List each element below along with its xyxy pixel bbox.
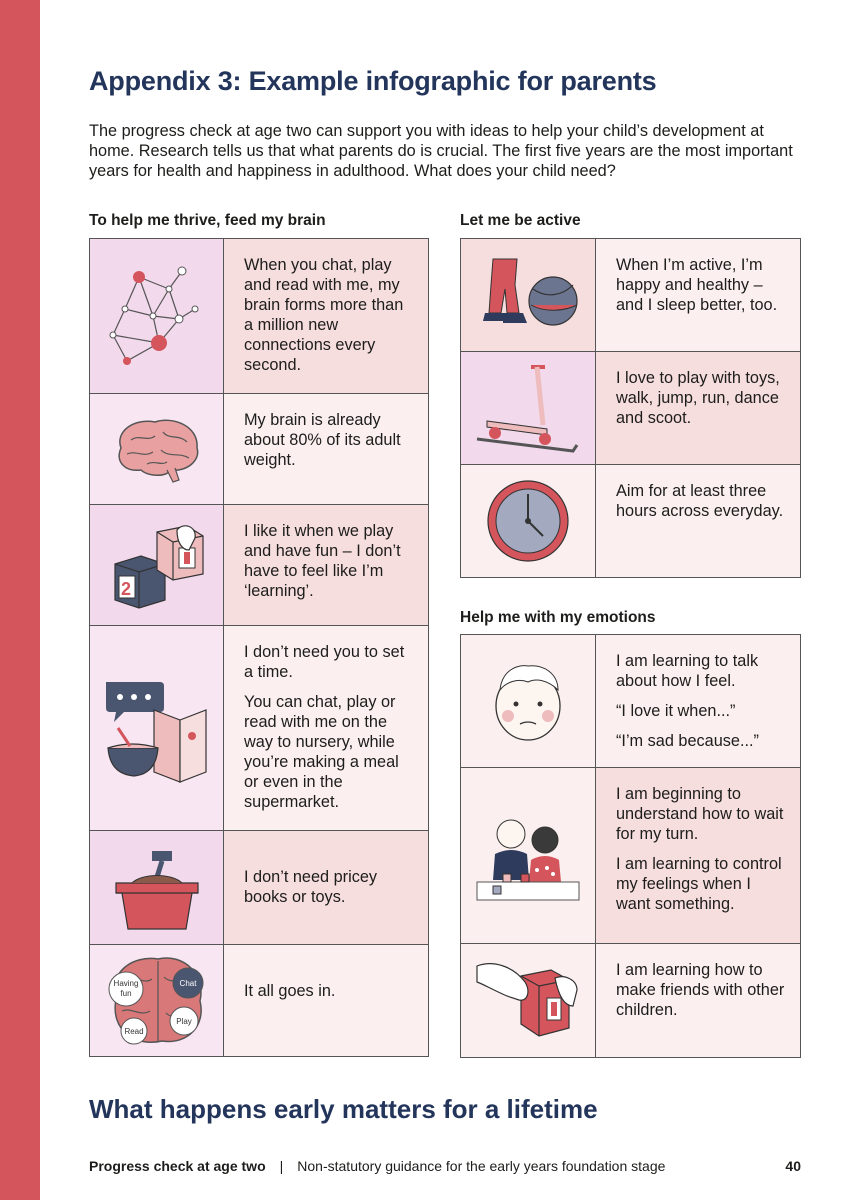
- emotions-row-text: I am beginning to understand how to wait for my turn. I am learning to control my feelings when I want something.: [596, 768, 800, 943]
- brain-row-time: [90, 626, 428, 831]
- active-row-time: [461, 465, 800, 577]
- blocks-icon: [90, 505, 224, 625]
- clock-icon: [461, 465, 596, 577]
- brain-label-fun: Having: [113, 978, 138, 988]
- active-row-text: I love to play with toys, walk, jump, run, dance and scoot.: [596, 352, 800, 464]
- emotions-section-grid: [460, 634, 801, 1058]
- legs-ball-icon: [461, 239, 596, 351]
- brain-label-play: Play: [175, 1016, 192, 1026]
- brain-row-text: It all goes in.: [224, 945, 428, 1056]
- active-row-text: Aim for at least three hours across everyday.: [596, 465, 800, 577]
- page-number: 40: [785, 1158, 801, 1174]
- emotions-row-text: I am learning to talk about how I feel. “I love it when...” “I’m sad because...”: [596, 635, 800, 767]
- emotions-row-feel: [461, 635, 800, 768]
- footer-subtitle: Non-statutory guidance for the early years foundation stage: [297, 1158, 666, 1174]
- brain-row-text: I don’t need you to set a time. You can chat, play or read with me on the way to nursery, while you’re making a meal or even in the supermarket.: [224, 626, 428, 830]
- brain-section-heading: To help me thrive, feed my brain: [89, 212, 326, 229]
- active-row-play: [461, 352, 800, 465]
- brain-row-weight: [90, 394, 428, 505]
- brain-row-all: [90, 945, 428, 1056]
- child-face-icon: [461, 635, 596, 767]
- brain-row-play: [90, 505, 428, 626]
- brain-row-text: I like it when we play and have fun – I don’t have to feel like I’m ‘learning’.: [224, 505, 428, 625]
- network-icon: [90, 239, 224, 393]
- emotions-row-text: I am learning how to make friends with other children.: [596, 944, 800, 1057]
- brain-labels-icon: [90, 945, 224, 1056]
- brain-row-text: When you chat, play and read with me, my brain forms more than a million new connections every second.: [224, 239, 428, 393]
- active-section-heading: Let me be active: [460, 212, 581, 229]
- svg-text:fun: fun: [119, 988, 132, 998]
- brain-row-text: I don’t need pricey books or toys.: [224, 831, 428, 944]
- brain-row-toys: [90, 831, 428, 945]
- emotions-row-friends: [461, 944, 800, 1057]
- two-children-icon: [461, 768, 596, 943]
- svg-text:2: 2: [120, 579, 131, 599]
- brain-icon: [90, 394, 224, 504]
- emotions-row-wait: [461, 768, 800, 944]
- page-title: Appendix 3: Example infographic for parents: [89, 66, 657, 96]
- footer-separator: |: [279, 1158, 284, 1174]
- footer-doc-title: Progress check at age two: [89, 1158, 266, 1174]
- bottom-title: What happens early matters for a lifetime: [89, 1094, 598, 1124]
- scooter-icon: [461, 352, 596, 464]
- brain-row-network: [90, 239, 428, 394]
- hands-block-icon: [461, 944, 596, 1057]
- active-row-happy: [461, 239, 800, 352]
- brain-section-grid: [89, 238, 429, 1057]
- active-row-text: When I’m active, I’m happy and healthy – and I sleep better, too.: [596, 239, 800, 351]
- side-bar: [0, 0, 40, 1200]
- page-footer: [89, 1158, 801, 1174]
- active-section-grid: [460, 238, 801, 578]
- brain-label-read: Read: [123, 1026, 144, 1036]
- emotions-section-heading: Help me with my emotions: [460, 609, 656, 626]
- intro-paragraph: The progress check at age two can support you with ideas to help your child’s development at home. Research tells us that what parents do is crucial. The first five years are the most important years for health and happiness in adulthood. What does your child need?: [89, 122, 793, 180]
- brain-label-chat: Chat: [179, 978, 196, 988]
- chat-book-bowl-icon: [90, 626, 224, 830]
- brain-row-text: My brain is already about 80% of its adult weight.: [224, 394, 428, 504]
- bucket-spade-icon: [90, 831, 224, 944]
